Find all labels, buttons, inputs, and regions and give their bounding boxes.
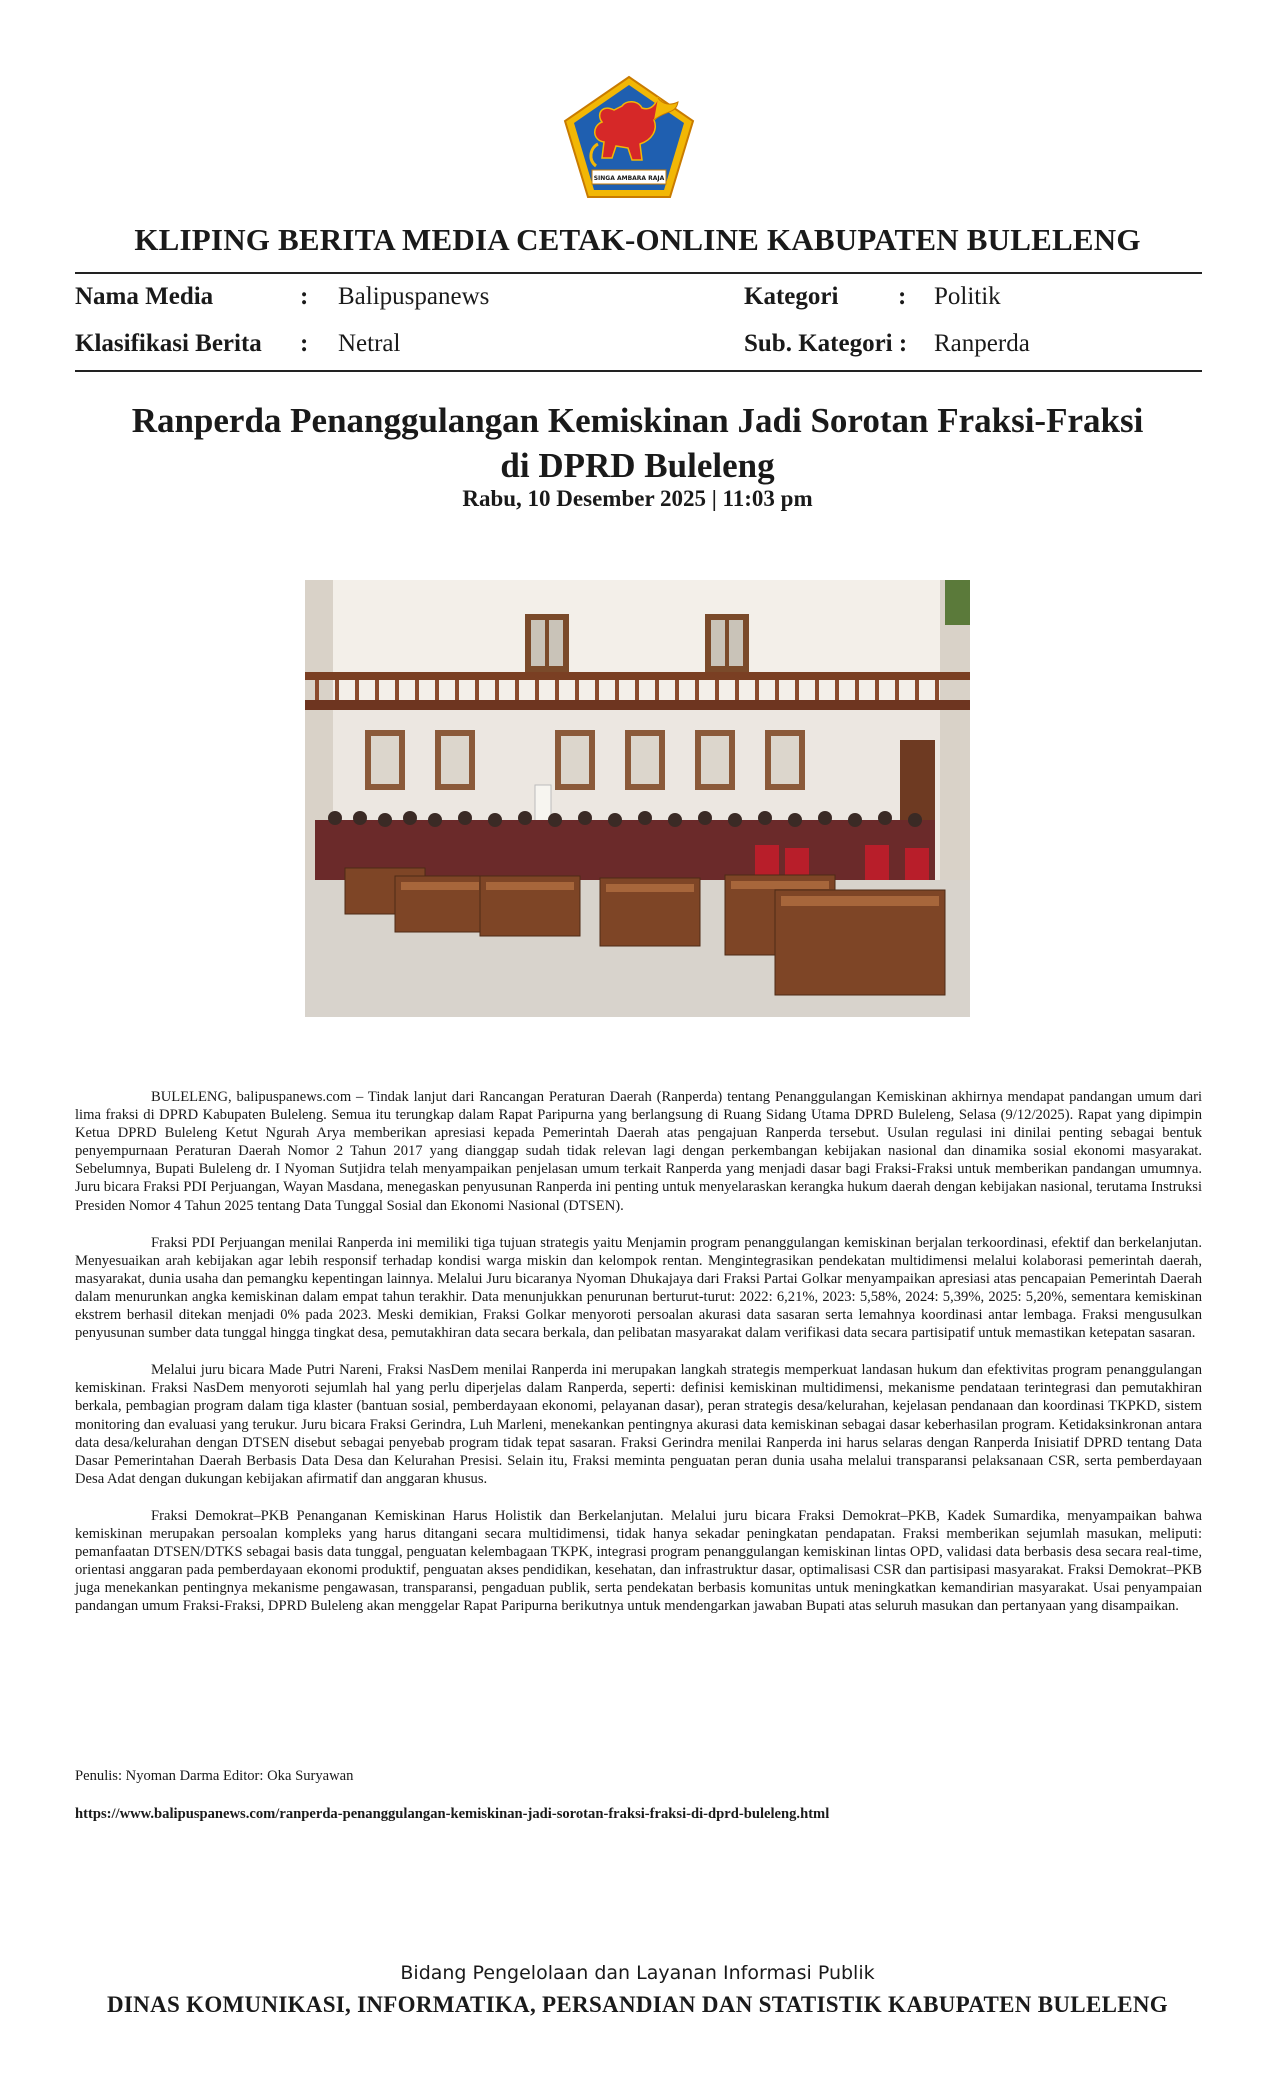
article-body (75, 1088, 1202, 1634)
footer-division: Bidang Pengelolaan dan Layanan Informasi Publik (400, 1962, 875, 1984)
footer-agency: DINAS KOMUNIKASI, INFORMATIKA, PERSANDIAN DAN STATISTIK KABUPATEN BULELENG (107, 1992, 1168, 2017)
article-paragraph-2: Fraksi PDI Perjuangan menilai Ranperda ini memiliki tiga tujuan strategis yaitu Menjamin program penanggulangan kemiskinan berjalan terkoordinasi, efektif dan berkelanjutan. Menyesuaikan arah kebijakan agar lebih responsif terhadap kondisi warga miskin dan kelompok rentan. Mengintegrasikan pendekatan multidimensi melalui kolaborasi pemerintah daerah, masyarakat, dunia usaha dan pemangku kepentingan lainnya. Melalui Juru bicaranya Nyoman Dhukajaya dari Fraksi Partai Golkar menyampaikan apresiasi atas pencapaian Pemerintah Daerah dalam menurunkan angka kemiskinan dalam empat tahun terakhir. Data menunjukkan penurunan berturut-turut: 2022: 6,21%, 2023: 5,58%, 2024: 5,39%, 2025: 5,20%, sementara kemiskinan ekstrem berhasil ditekan menjadi 0% pada 2023. Meski demikian, Fraksi Golkar menyoroti persoalan akurasi data sasaran serta lemahnya koordinasi antar lembaga. Fraksi mengusulkan penyusunan sumber data tunggal hingga tingkat desa, pemutakhiran data secara berkala, dan pelibatan masyarakat dalam verifikasi data secara partisipatif untuk memastikan ketepatan sasaran. (75, 1234, 1202, 1342)
category-colon: : (898, 283, 907, 310)
subcategory-value: Ranperda (934, 330, 1030, 357)
article-title-line-1: Ranperda Penanggulangan Kemiskinan Jadi Sorotan Fraksi-Fraksi (131, 401, 1144, 440)
subcategory-label: Sub. Kategori : (744, 330, 908, 357)
article-paragraph-4: Fraksi Demokrat–PKB Penanganan Kemiskinan Harus Holistik dan Berkelanjutan. Melalui juru bicara Fraksi Demokrat–PKB, Kadek Sumardika, menyampaikan bahwa kemiskinan merupakan persoalan kompleks yang harus ditangani secara multidimensi, tidak hanya sekadar peningkatan pendapatan. Fraksi memberikan sejumlah masukan, meliputi: pemanfaatan DTSEN/DTKS sebagai basis data tunggal, penguatan kelembagaan TKPK, integrasi program penanggulangan kemiskinan lintas OPD, validasi data berbasis desa secara real-time, orientasi anggaran pada pemberdayaan ekonomi produktif, penguatan akses pendidikan, kesehatan, dan infrastruktur dasar, optimalisasi CSR dan partisipasi masyarakat. Fraksi Demokrat–PKB juga menekankan pentingnya mekanisme pengawasan, transparansi, pengaduan publik, serta pendekatan berbasis komunitas untuk meningkatkan kemandirian masyarakat. Usai penyampaian pandangan umum Fraksi-Fraksi, DPRD Buleleng akan menggelar Rapat Paripurna berikutnya untuk mendengarkan jawaban Bupati atas seluruh masukan dan pertanyaan yang disampaikan. (75, 1507, 1202, 1615)
media-value: Balipuspanews (338, 283, 490, 310)
header-rule-bottom (75, 370, 1202, 372)
classification-colon: : (300, 330, 309, 357)
plenary-session-photo (305, 580, 970, 1017)
clipping-title: KLIPING BERITA MEDIA CETAK-ONLINE KABUPATEN BULELENG (134, 222, 1141, 257)
article-source-link[interactable]: https://www.balipuspanews.com/ranperda-penanggulangan-kemiskinan-jadi-sorotan-fraksi-fraksi-di-dprd-buleleng.html (75, 1806, 830, 1822)
regency-logo (562, 74, 696, 200)
media-label: Nama Media (75, 283, 214, 310)
article-paragraph-1: BULELENG, balipuspanews.com – Tindak lanjut dari Rancangan Peraturan Daerah (Ranperda) tentang Penanggulangan Kemiskinan akhirnya mendapat pandangan umum dari lima fraksi di DPRD Kabupaten Buleleng. Semua itu terungkap dalam Rapat Paripurna yang berlangsung di Ruang Sidang Utama DPRD Buleleng, Selasa (9/12/2025). Rapat yang dipimpin Ketua DPRD Buleleng Ketut Ngurah Arya memberikan apresiasi kepada Pemerintah Daerah atas pengajuan Ranperda tersebut. Usulan regulasi ini dinilai penting sebagai bentuk penyempurnaan Peraturan Daerah Nomor 2 Tahun 2017 yang dianggap sudah tidak relevan lagi dengan perkembangan kebijakan nasional dan dinamika sosial ekonomi masyarakat. Sebelumnya, Bupati Buleleng dr. I Nyoman Sutjidra telah menyampaikan penjelasan umum terkait Ranperda yang menjadi dasar bagi Fraksi-Fraksi untuk memberikan pandangan umumnya. Juru bicara Fraksi PDI Perjuangan, Wayan Masdana, menegaskan penyusunan Ranperda ini penting untuk menyelaraskan kerangka hukum daerah dengan kebijakan nasional, terutama Instruksi Presiden Nomor 4 Tahun 2025 tentang Data Tunggal Sosial dan Ekonomi Nasional (DTSEN). (75, 1089, 1202, 1214)
category-label: Kategori (744, 283, 839, 310)
article-title (0, 398, 1275, 488)
article-title-line-2: di DPRD Buleleng (500, 446, 775, 485)
category-value: Politik (934, 283, 1001, 310)
classification-label: Klasifikasi Berita (75, 330, 262, 357)
article-date: Rabu, 10 Desember 2025 | 11:03 pm (462, 486, 813, 511)
regency-emblem-icon (562, 74, 696, 200)
logo-motto: SINGA AMBARA RAJA (593, 175, 665, 182)
article-paragraph-3: Melalui juru bicara Made Putri Nareni, Fraksi NasDem menilai Ranperda ini merupakan langkah strategis memperkuat landasan hukum dan efektivitas program penanggulangan kemiskinan. Fraksi NasDem menyoroti sejumlah hal yang perlu diperjelas dalam Ranperda, seperti: definisi kemiskinan multidimensi, mekanisme pendataan terintegrasi dan pemutakhiran berkala, pembagian program dalam tiga klaster (bantuan sosial, pemberdayaan ekonomi, pelayanan dasar), peran strategis desa/kelurahan, kejelasan pendanaan dan koordinasi TKPKD, sistem monitoring dan evaluasi yang terukur. Juru bicara Fraksi Gerindra, Luh Marleni, menekankan pentingnya akurasi data kemiskinan sebagai dasar keberhasilan program. Ketidaksinkronan antara data desa/kelurahan dengan DTSEN disebut sebagai penyebab program tidak tepat sasaran. Fraksi Gerindra menilai Ranperda ini harus selaras dengan Ranperda Inisiatif DPRD tentang Data Dasar Pemerintahan Daerah Berbasis Data Desa dan Kelurahan Presisi. Selain itu, Fraksi meminta penguatan peran dunia usaha melalui transparansi pelaksanaan CSR, serta pemberdayaan Desa Adat dengan dukungan kebijakan afirmatif dan anggaran khusus. (75, 1362, 1202, 1487)
article-photo (305, 580, 970, 1017)
classification-value: Netral (338, 330, 401, 357)
header-rule-top (75, 272, 1202, 274)
media-colon: : (300, 283, 309, 310)
article-credit: Penulis: Nyoman Darma Editor: Oka Suryawan (75, 1768, 354, 1784)
